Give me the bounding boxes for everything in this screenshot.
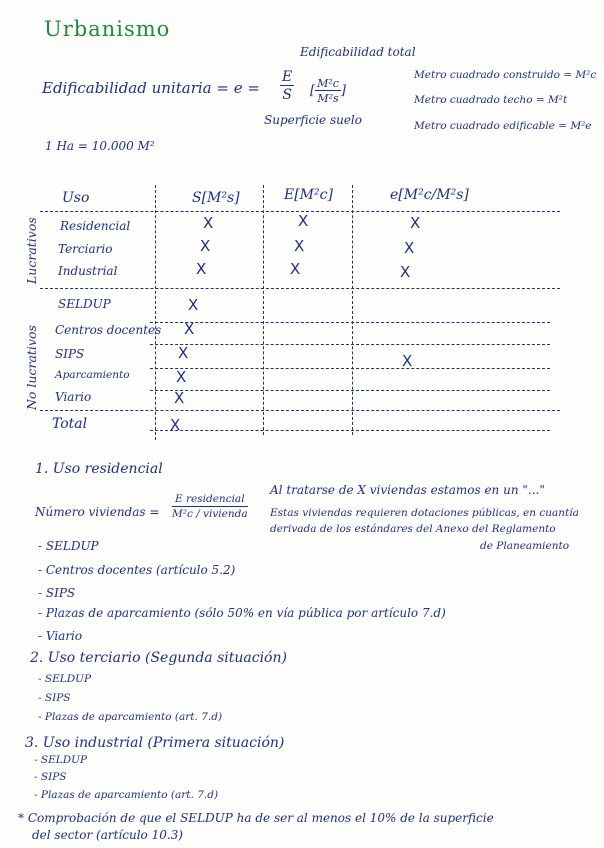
section2-item: - SIPS xyxy=(38,692,71,704)
section1-item: - Viario xyxy=(38,629,83,643)
section2-heading: 2. Uso terciario (Segunda situación) xyxy=(30,650,287,666)
cell-mark: X xyxy=(298,212,309,230)
viviendas-denominator: M²c / vivienda xyxy=(172,507,248,520)
footnote-line-1: * Comprobación de que el SELDUP ha de ser al menos el 10% de la superficie xyxy=(18,811,494,825)
row-divider xyxy=(150,322,550,323)
header-superficie: S[M²s] xyxy=(192,190,240,206)
section1-item: - SIPS xyxy=(38,586,76,600)
definition-construido: Metro cuadrado construido = M²c xyxy=(414,69,597,81)
cell-mark: X xyxy=(178,344,189,362)
formula-fraction xyxy=(280,70,294,102)
cell-mark: X xyxy=(188,296,199,314)
section1-heading: 1. Uso residencial xyxy=(35,461,163,477)
formula-numerator: E xyxy=(282,69,293,85)
lucrativos-divider xyxy=(40,288,560,289)
hectare-equivalence: 1 Ha = 10.000 M² xyxy=(45,139,155,153)
section3-heading: 3. Uso industrial (Primera situación) xyxy=(25,735,285,751)
note-line-1: Al tratarse de X viviendas estamos en un "..." xyxy=(270,483,545,497)
definition-techo: Metro cuadrado techo = M²t xyxy=(414,94,568,106)
page-title: Urbanismo xyxy=(44,17,171,41)
row-divider xyxy=(150,344,550,345)
row-divider xyxy=(150,390,550,391)
column-divider xyxy=(263,185,264,435)
group-lucrativos: Lucrativos xyxy=(24,217,39,284)
cell-mark: X xyxy=(196,260,207,278)
cell-mark: X xyxy=(174,389,185,407)
definition-edificable: Metro cuadrado edificable = M²e xyxy=(414,120,592,132)
column-divider xyxy=(155,185,156,440)
row-centros-docentes: Centros docentes xyxy=(55,323,162,337)
note-line-2: Estas viviendas requieren dotaciones públicas, en cuantía xyxy=(270,507,579,519)
formula-denominator: S xyxy=(282,87,292,103)
header-edificabilidad: E[M²c] xyxy=(284,187,333,203)
viviendas-fraction xyxy=(172,494,248,519)
cell-mark: X xyxy=(290,260,301,278)
cell-mark: X xyxy=(400,263,411,281)
section2-item: - SELDUP xyxy=(38,673,92,685)
section3-item: - SELDUP xyxy=(34,754,88,766)
row-terciario: Terciario xyxy=(58,242,113,256)
cell-mark: X xyxy=(410,214,421,232)
header-uso: Uso xyxy=(62,190,90,206)
row-viario: Viario xyxy=(55,390,92,404)
numero-viviendas-label: Número viviendas = xyxy=(35,505,160,519)
superficie-suelo-label: Superficie suelo xyxy=(264,113,362,127)
header-edificabilidad-unitaria: e[M²c/M²s] xyxy=(390,187,469,203)
column-divider xyxy=(352,185,353,435)
note-line-4: de Planeamiento xyxy=(480,540,570,552)
formula-lhs: Edificabilidad unitaria = e = xyxy=(42,79,260,97)
row-sips: SIPS xyxy=(55,347,85,361)
cell-mark: X xyxy=(170,416,181,434)
row-seldup: SELDUP xyxy=(58,297,111,311)
row-residencial: Residencial xyxy=(60,219,131,233)
section1-item: - Centros docentes (artículo 5.2) xyxy=(38,563,236,577)
row-industrial: Industrial xyxy=(58,264,118,278)
units-numerator: M²c xyxy=(317,77,339,90)
edificabilidad-total-label: Edificabilidad total xyxy=(300,45,416,59)
cell-mark: X xyxy=(402,352,413,370)
viviendas-numerator: E residencial xyxy=(172,494,248,507)
footnote-line-2: del sector (artículo 10.3) xyxy=(32,828,183,842)
bottom-divider xyxy=(150,430,550,431)
cell-mark: X xyxy=(200,237,211,255)
row-aparcamiento: Aparcamiento xyxy=(55,369,130,381)
note-line-3: derivada de los estándares del Anexo del Reglamento xyxy=(270,523,556,535)
cell-mark: X xyxy=(184,320,195,338)
cell-mark: X xyxy=(404,239,415,257)
section3-item: - Plazas de aparcamiento (art. 7.d) xyxy=(34,789,219,801)
total-divider xyxy=(40,410,560,411)
section1-item: - SELDUP xyxy=(38,539,99,553)
section2-item: - Plazas de aparcamiento (art. 7.d) xyxy=(38,711,223,723)
section3-item: - SIPS xyxy=(34,771,67,783)
section1-item: - Plazas de aparcamiento (sólo 50% en vía pública por artículo 7.d) xyxy=(38,606,446,620)
cell-mark: X xyxy=(203,214,214,232)
row-divider xyxy=(150,368,550,369)
units-denominator: M²s xyxy=(317,92,339,105)
row-total: Total xyxy=(52,416,88,432)
cell-mark: X xyxy=(294,237,305,255)
cell-mark: X xyxy=(176,368,187,386)
formula-units: [ $\frac{\text{M²c}}{\text{M²s}}$ ] xyxy=(310,77,346,105)
group-no-lucrativos: No lucrativos xyxy=(24,325,39,410)
